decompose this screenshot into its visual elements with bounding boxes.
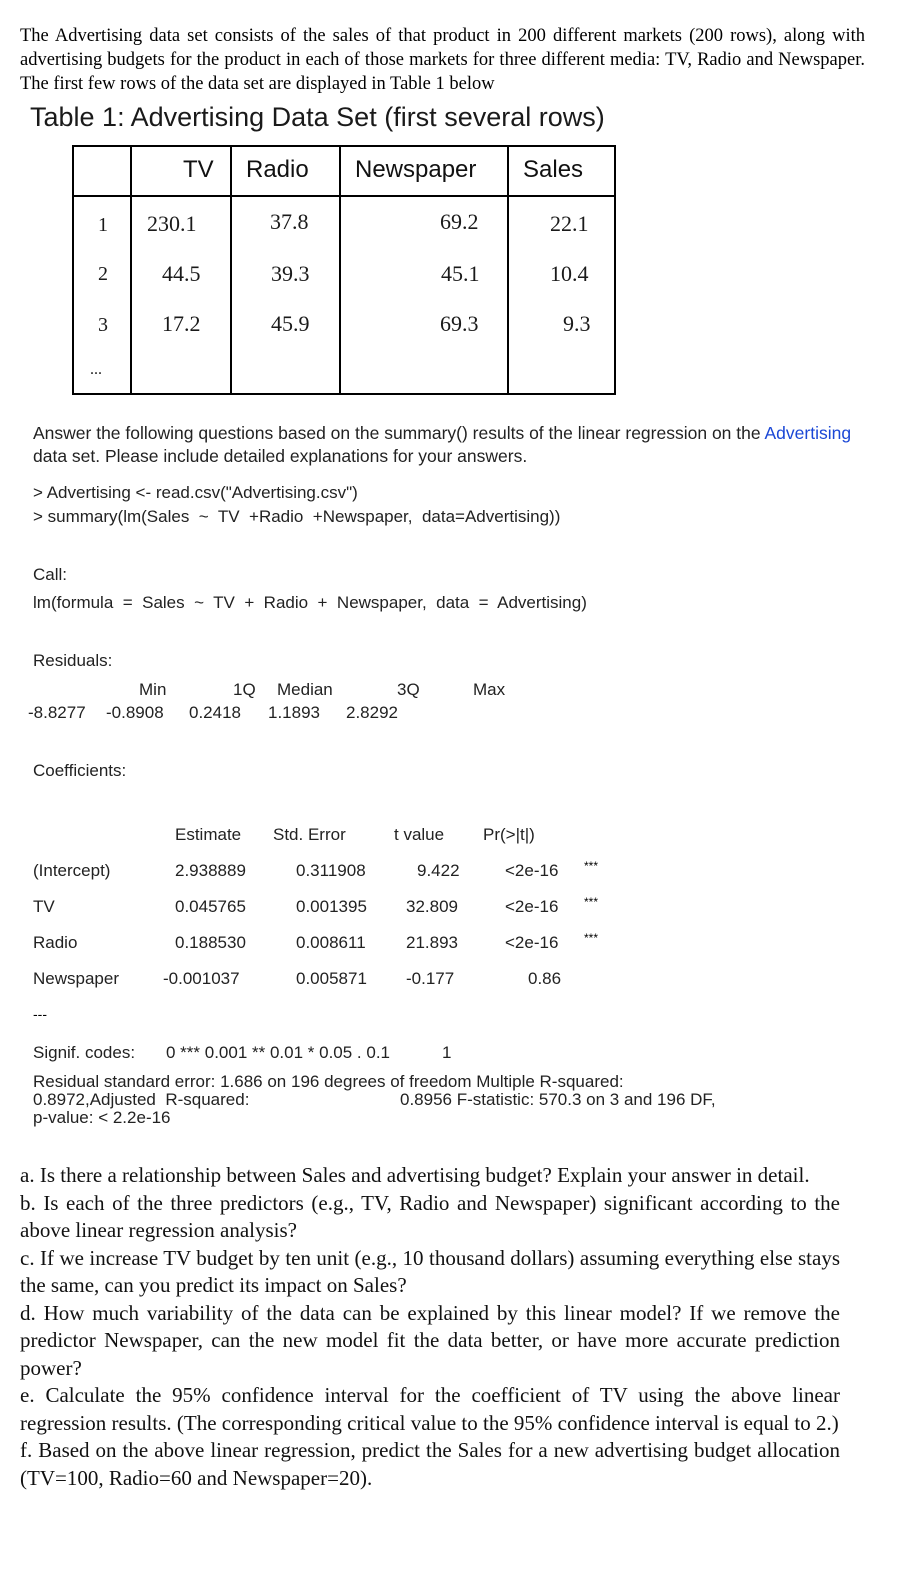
- row-index: 2: [98, 263, 108, 285]
- cell-radio: 39.3: [271, 261, 310, 286]
- cell-newspaper: 45.1: [441, 261, 480, 286]
- header-newspaper: Newspaper: [355, 156, 477, 183]
- coef-p-value: <2e-16: [505, 897, 559, 916]
- cell-tv: 17.2: [162, 311, 201, 336]
- coef-estimate: 0.188530: [175, 933, 246, 952]
- code-line-read: > Advertising <- read.csv("Advertising.csv"): [33, 483, 358, 502]
- signif-one: 1: [442, 1043, 452, 1062]
- table-divider: [130, 147, 132, 393]
- coef-t-value: 21.893: [406, 933, 458, 952]
- question-e: e. Calculate the 95% confidence interval for the coefficient of TV using the above linear regression results. (The corresponding critical value to the 95% confidence interval is equal to 2.): [20, 1383, 840, 1435]
- question-b: b. Is each of the three predictors (e.g., TV, Radio and Newspaper) significant according to the above linear regression analysis?: [20, 1190, 840, 1242]
- residual-header-3q: 3Q: [397, 680, 420, 699]
- coef-std-error: 0.001395: [296, 897, 367, 916]
- coef-stars: ***: [584, 859, 599, 873]
- cell-sales: 10.4: [550, 261, 589, 286]
- header-tv: TV: [183, 156, 214, 183]
- table-ellipsis: ...: [90, 361, 102, 378]
- header-sales: Sales: [523, 156, 584, 183]
- cell-tv: 230.1: [147, 211, 197, 236]
- summary-line-2a: 0.8972,Adjusted R-squared:: [33, 1090, 250, 1109]
- coef-std-error: 0.005871: [296, 969, 367, 988]
- cell-radio: 45.9: [271, 311, 310, 336]
- question-a: a. Is there a relationship between Sales and advertising budget? Explain your answer in detail.: [20, 1163, 810, 1187]
- residual-value-1q: -0.8908: [106, 703, 164, 722]
- cell-radio: 37.8: [270, 209, 309, 234]
- coef-stars: ***: [584, 895, 599, 909]
- coef-header-estimate: Estimate: [175, 825, 242, 844]
- coef-stars: ***: [584, 931, 599, 945]
- coef-header-p-value: Pr(>|t|): [483, 825, 535, 844]
- coef-std-error: 0.311908: [296, 861, 366, 880]
- summary-line-2b: 0.8956 F-statistic: 570.3 on 3 and 196 DF,: [400, 1090, 716, 1109]
- question-d: d. How much variability of the data can be explained by this linear model? If we remove the predictor Newspaper, can the new model fit the data better, or have more accurate prediction power?: [20, 1300, 840, 1380]
- intro-paragraph: The Advertising data set consists of the sales of that product in 200 different markets (200 rows), along with advertising budgets for the product in each of those markets for three different media: TV, Radio and Newspaper. The first few rows of the data set are displayed in Table 1 below: [20, 26, 865, 94]
- signif-codes: 0 *** 0.001 ** 0.01 * 0.05 . 0.1: [166, 1043, 391, 1062]
- residual-value-median: 0.2418: [189, 703, 241, 722]
- residual-value-max: 2.8292: [346, 703, 398, 722]
- row-index: 1: [98, 214, 108, 236]
- table-title: Table 1: Advertising Data Set (first several rows): [30, 102, 605, 132]
- residual-header-min: Min: [139, 680, 167, 699]
- residual-value-3q: 1.1893: [268, 703, 320, 722]
- coef-header-std-error: Std. Error: [273, 825, 346, 844]
- coef-header-t-value: t value: [394, 825, 445, 844]
- cell-sales: 22.1: [550, 211, 589, 236]
- coef-t-value: 9.422: [417, 861, 460, 880]
- questions: [20, 1162, 840, 1492]
- coef-t-value: -0.177: [406, 969, 455, 988]
- coef-estimate: 2.938889: [175, 861, 246, 880]
- instructions: [33, 422, 863, 468]
- cell-newspaper: 69.2: [440, 209, 479, 234]
- summary-line-1: Residual standard error: 1.686 on 196 degrees of freedom Multiple R-squared:: [33, 1072, 624, 1091]
- coef-estimate: 0.045765: [175, 897, 246, 916]
- coef-estimate: -0.001037: [163, 969, 240, 988]
- cell-sales: 9.3: [563, 311, 591, 336]
- coef-p-value: <2e-16: [505, 861, 559, 880]
- table-divider: [507, 147, 509, 393]
- coef-std-error: 0.008611: [296, 933, 366, 952]
- coefficients-label: Coefficients:: [33, 761, 127, 780]
- code-line-summary: > summary(lm(Sales ~ TV +Radio +Newspaper, data=Advertising)): [33, 507, 561, 526]
- advertising-link[interactable]: Advertising: [764, 423, 852, 443]
- header-radio: Radio: [246, 156, 309, 183]
- cell-tv: 44.5: [162, 261, 201, 286]
- question-f: f. Based on the above linear regression, predict the Sales for a new advertising budget allocation (TV=100, Radio=60 and Newspaper=20).: [20, 1438, 840, 1490]
- table-header-divider: [74, 195, 614, 197]
- residual-header-1q: 1Q: [233, 680, 256, 699]
- question-c: c. If we increase TV budget by ten unit (e.g., 10 thousand dollars) assuming everything else stays the same, can you predict its impact on Sales?: [20, 1245, 840, 1297]
- residuals-label: Residuals:: [33, 651, 113, 670]
- table-divider: [339, 147, 341, 393]
- table-divider: [230, 147, 232, 393]
- separator: ---: [33, 1006, 47, 1022]
- coef-name: TV: [33, 897, 55, 916]
- residual-header-max: Max: [473, 680, 506, 699]
- instructions-text-end: data set. Please include detailed explanations for your answers.: [33, 446, 528, 466]
- coef-name: (Intercept): [33, 861, 111, 880]
- cell-newspaper: 69.3: [440, 311, 479, 336]
- coef-p-value: 0.86: [528, 969, 562, 988]
- coef-t-value: 32.809: [406, 897, 458, 916]
- coef-p-value: <2e-16: [505, 933, 559, 952]
- call-formula: lm(formula = Sales ~ TV + Radio + Newspaper, data = Advertising): [33, 593, 587, 612]
- advertising-table: [72, 145, 616, 395]
- instructions-text: Answer the following questions based on the summary() results of the linear regression on the: [33, 423, 765, 443]
- signif-label: Signif. codes:: [33, 1043, 136, 1062]
- row-index: 3: [98, 314, 108, 336]
- residual-header-median: Median: [277, 680, 333, 699]
- coef-name: Radio: [33, 933, 78, 952]
- call-label: Call:: [33, 565, 68, 584]
- residual-value-min: -8.8277: [28, 703, 86, 722]
- coef-name: Newspaper: [33, 969, 119, 988]
- summary-line-3: p-value: < 2.2e-16: [33, 1108, 171, 1127]
